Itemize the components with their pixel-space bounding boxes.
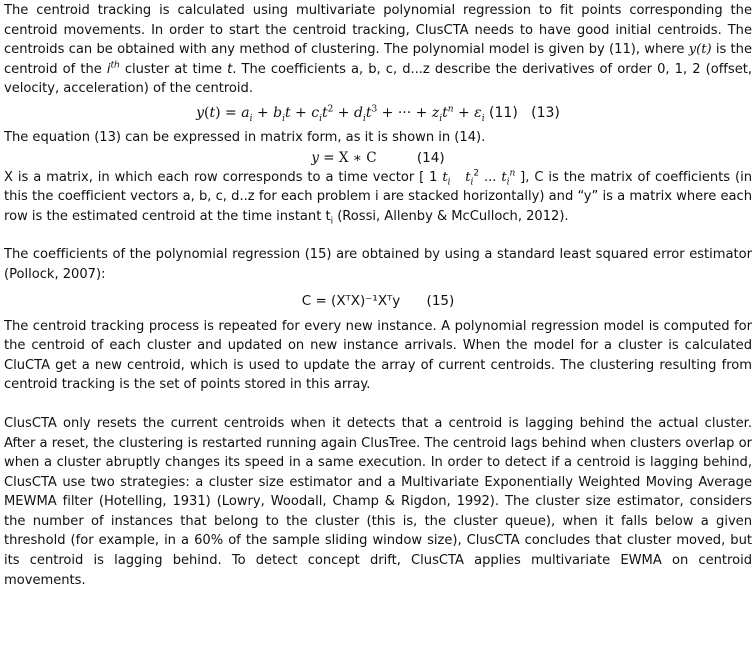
text-run: ], C is the matrix of coefficients (in this the coefficient vectors a, b, c, d..z for each problem i are stacked horizontally) and “y” is a matrix where each row is the estimated centroid at the time instant t xyxy=(4,169,752,224)
paragraph-reset-and-drift: ClusCTA only resets the current centroids when it detects that a centroid is lagging behind the actual cluster. After a reset, the clustering is restarted running again ClusTree. The centroid lags behind when clusters overlap or when a cluster abruptly changes its speed in a same execution. In order to detect if a centroid is lagging behind, ClusCTA use two strategies: a cluster size estimator and a Multivariate Exponentially Weighted Moving Average MEWMA filter (Hotelling, 1931) (Lowry, Woodall, Champ & Rigdon, 1992). The cluster size estimator, considers the number of instances that belong to the cluster (this is, the cluster queue), when it falls below a given threshold (for example, in a 60% of the sample sliding window size), ClusCTA concludes that cluster moved, but its centroid is lagging behind. To detect concept drift, ClusCTA applies multivariate EWMA on centroid movements. xyxy=(4,415,752,588)
subscript-i: i xyxy=(330,216,334,227)
paragraph-matrix-form: The equation (13) can be expressed in matrix form, as it is shown in (14). xyxy=(4,129,486,145)
paragraph-centroid-tracking-intro xyxy=(4,1,752,99)
paragraph-gap xyxy=(4,226,752,245)
equation-14 xyxy=(4,148,752,168)
paragraph-gap xyxy=(4,395,752,414)
equation-15 xyxy=(4,291,752,311)
inline-math-t: t xyxy=(227,61,233,77)
text-run: The centroid tracking is calculated using multivariate polynomial regression to fit points corresponding the centroid movements. In order to start the centroid tracking, ClusCTA needs to have good initial centroids. The centroids can be obtained with any method of clustering. The polynomial model is given by (11), where xyxy=(4,3,752,58)
inline-math-i: i xyxy=(106,61,111,77)
text-run: . The coefficients a, b, c, d...z describe the derivatives of order 0, 1, 2 (offset, velocity, acceleration) of the centroid. xyxy=(4,61,752,97)
equation-15-expression: C = (XᵀX)⁻¹Xᵀy xyxy=(301,292,401,309)
text-run: (Rossi, Allenby & McCulloch, 2012). xyxy=(333,208,569,224)
equation-15-tag: (15) xyxy=(426,292,455,309)
equation-14-expression: y = X ∗ C xyxy=(311,149,377,166)
text-run: cluster at time xyxy=(119,61,228,77)
equation-14-tag: (14) xyxy=(416,149,445,166)
text-run: X is a matrix, in which each row corresponds to a time vector [ 1 xyxy=(4,169,443,185)
inline-math-yt: y(t) xyxy=(688,42,712,58)
equation-13-tag: (13) xyxy=(531,104,560,121)
text-run: is the centroid of the xyxy=(4,42,752,77)
equation-11-tag: (11) xyxy=(489,104,518,121)
equation-11 xyxy=(4,103,752,123)
superscript-th: th xyxy=(110,60,120,71)
time-vector-terms: $t_i$ $t_i^2$ ... $t_i^n$ xyxy=(442,168,516,188)
paragraph-matrix-definition xyxy=(4,168,752,227)
paragraph-least-squares: The coefficients of the polynomial regression (15) are obtained by using a standard least squared error estimator (Pollock, 2007): xyxy=(4,247,752,282)
equation-11-expression: $y(t) = a_i + b_it + c_it^2 + d_it^3$ + ··· + $z_it^n + \varepsilon_i$ xyxy=(196,104,485,124)
paragraph-tracking-process: The centroid tracking process is repeated for every new instance. A polynomial regression model is computed for the centroid of each cluster and updated on new instance arrivals. When the model for a cluster is calculated CluCTA get a new centroid, which is used to update the array of current centroids. The clustering resulting from centroid tracking is the set of points stored in this array. xyxy=(4,318,752,393)
